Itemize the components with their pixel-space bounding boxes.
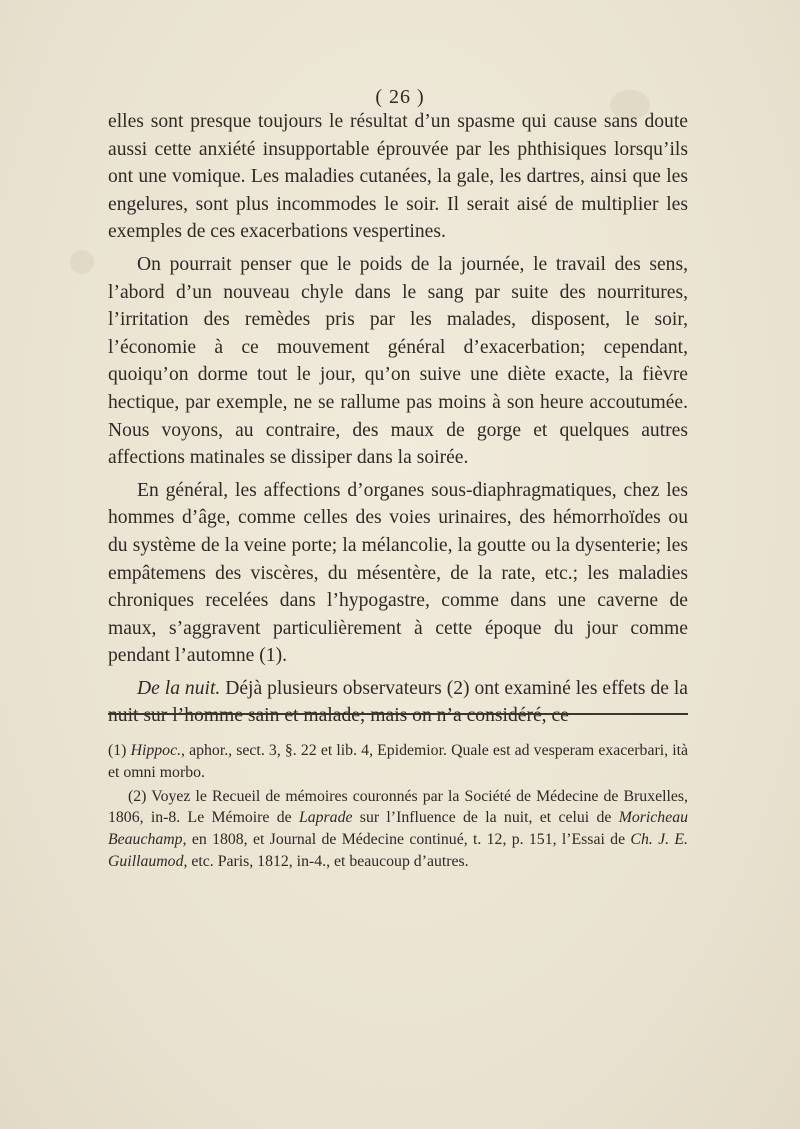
text-run: , en 1808, et Journal de Médecine continué, t. 12, p. 151, l’Essai de: [182, 831, 631, 849]
text-run: elles sont presque toujours le résultat d’un spasme qui cause sans doute aussi cette anxiété insupportable éprouvée par les phthisiques lorsqu’ils ont une vomique. Les maladies cutanées, la gale, les dartres, ainsi que les engelures, sont plus incommodes le soir. Il serait aisé de multiplier les exemples de ces exacerbations vespertines.: [108, 111, 688, 243]
footnote-2: [108, 786, 688, 873]
text-run: (2) Voyez le Recueil de mémoires couronnés par la Société de Médecine de Bruxelles, 1806, in-8. Le Mémoire de: [108, 787, 688, 827]
footnote-separator: [108, 713, 688, 715]
footnotes: [108, 740, 688, 873]
paragraph-p1: [108, 108, 688, 246]
italic-text-run: Ch. J. E. Guillaumod: [108, 831, 689, 870]
text-run: , aphor., sect. 3, §. 22 et lib. 4, Epidemior. Quale est ad vesperam exacerbari, ità et omni morbo.: [108, 742, 688, 781]
text-run: sur l’Influence de la nuit, et celui de: [352, 809, 619, 827]
text-run: En général, les affections d’organes sous-diaphragmatiques, chez les hommes d’âge, comme celles des voies urinaires, des hémorrhoïdes ou du système de la veine porte; la mélancolie, la goutte ou la dysenterie; les empâtemens des viscères, du mésentère, de la rate, etc.; les maladies chroniques recelées dans l’hypogastre, comme dans une caverne de maux, s’aggravent particulièrement à cette époque du jour comme pendant l’automne (1).: [108, 479, 688, 667]
main-text: [108, 108, 688, 730]
paper-stain: [70, 250, 94, 274]
italic-text-run: Laprade: [298, 809, 353, 827]
italic-text-run: Hippoc.: [130, 742, 182, 759]
page-number: ( 26 ): [375, 86, 425, 108]
paragraph-p4: [108, 675, 688, 730]
italic-text-run: Moricheau Beauchamp: [108, 809, 688, 849]
text-run: On pourrait penser que le poids de la journée, le travail des sens, l’abord d’un nouveau chyle dans le sang par suite des nourritures, l’irritation des remèdes pris par les malades, disposent, le soir, l’économie à ce mouvement général d’exacerbation; cependant, quoiqu’on dorme tout le jour, qu’on suive une diète exacte, la fièvre hectique, par exemple, ne se rallume pas moins à son heure accoutumée. Nous voyons, au contraire, des maux de gorge et quelques autres affections matinales se dissiper dans la soirée.: [108, 253, 688, 469]
text-run: , etc. Paris, 1812, in-4., et beaucoup d’autres.: [183, 852, 469, 870]
text-run: Déjà plusieurs observateurs (2) ont examiné les effets de la nuit sur l’homme sain et malade; mais on n’a considéré, ce: [108, 677, 688, 727]
footnote-1: [108, 740, 688, 784]
paragraph-p2: [108, 251, 688, 472]
italic-text-run: De la nuit.: [137, 677, 221, 699]
text-run: (1): [108, 742, 131, 759]
paragraph-p3: [108, 477, 688, 670]
